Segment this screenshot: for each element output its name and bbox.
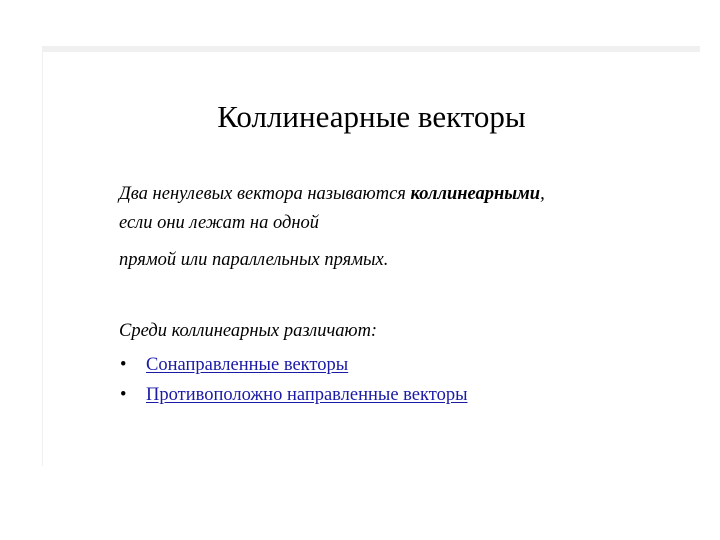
definition-line-2: если они лежат на одной (119, 213, 319, 233)
types-intro: Среди коллинеарных различают: (119, 321, 378, 341)
definition-line-1 (119, 180, 679, 209)
slide-title: Коллинеарные векторы (217, 99, 526, 134)
definition-term: коллинеарными (410, 184, 541, 204)
bullet-icon: • (120, 385, 127, 405)
list-item (119, 350, 679, 380)
bullet-icon: • (120, 355, 127, 375)
definition-line-3: прямой или параллельных прямых. (119, 250, 389, 270)
link-opposite-vectors[interactable]: Противоположно направленные векторы (146, 385, 468, 405)
definition-text-start: Два ненулевых вектора называются (119, 184, 411, 204)
types-list (119, 350, 679, 410)
slide-body (119, 180, 679, 410)
slide (42, 46, 700, 466)
definition-paragraph (119, 180, 679, 275)
link-codirectional-vectors[interactable]: Сонаправленные векторы (146, 355, 349, 375)
definition-comma: , (540, 184, 545, 204)
list-item (119, 380, 679, 410)
